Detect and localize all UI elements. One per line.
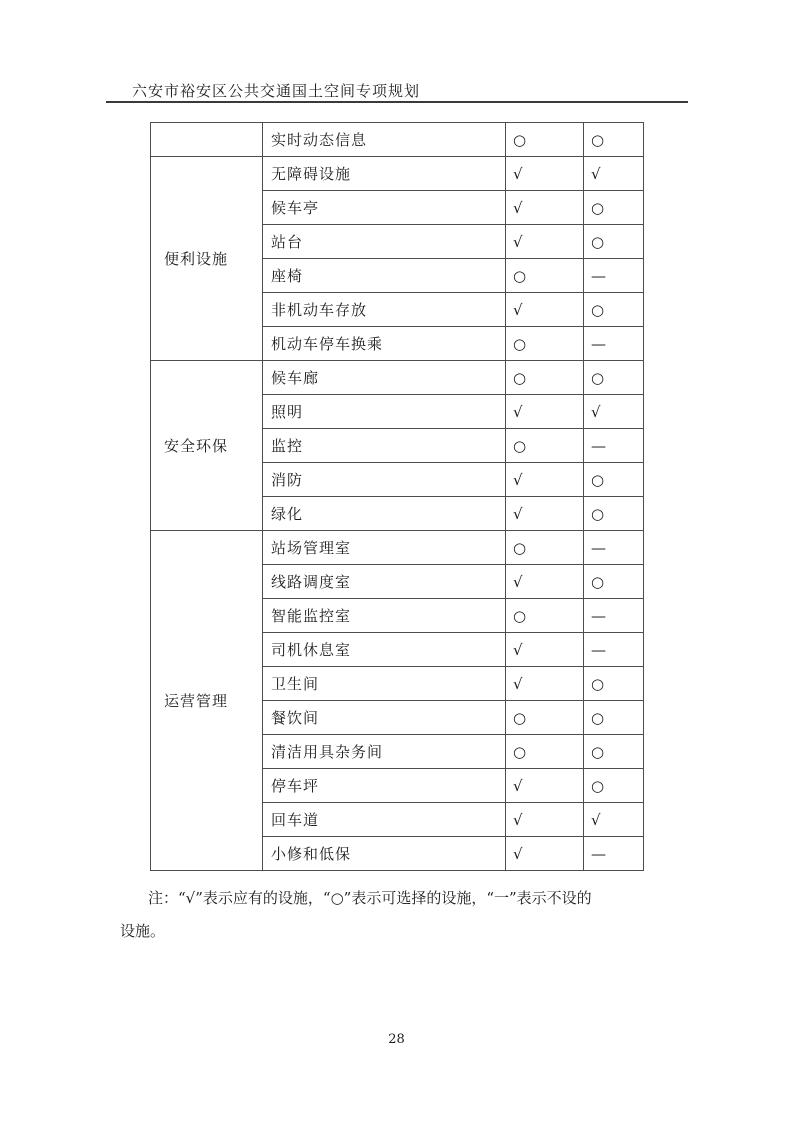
facility-name-cell: 候车廊 [263,361,506,395]
facility-name-cell: 实时动态信息 [263,123,506,157]
facility-name-cell: 绿化 [263,497,506,531]
symbol-col2-cell: ○ [584,463,644,497]
facility-name-cell: 候车亭 [263,191,506,225]
symbol-col1-cell: ○ [506,327,584,361]
header-divider [106,101,688,103]
symbol-col2-cell: ○ [584,497,644,531]
symbol-col1-cell: √ [506,497,584,531]
symbol-col2-cell: — [584,531,644,565]
symbol-col2-cell: √ [584,395,644,429]
symbol-col2-cell: ○ [584,225,644,259]
facility-category-cell [151,123,263,157]
symbol-col1-cell: ○ [506,259,584,293]
symbol-col2-cell: ○ [584,123,644,157]
symbol-col1-cell: √ [506,157,584,191]
symbol-col2-cell: ○ [584,769,644,803]
symbol-col2-cell: — [584,259,644,293]
symbol-col2-cell: — [584,633,644,667]
table-row [151,531,644,565]
facility-name-cell: 停车坪 [263,769,506,803]
symbol-col1-cell: ○ [506,429,584,463]
symbol-col1-cell: √ [506,225,584,259]
symbol-col1-cell: √ [506,565,584,599]
facility-category-cell: 运营管理 [151,531,263,871]
symbol-col2-cell: — [584,837,644,871]
symbol-col1-cell: √ [506,667,584,701]
facility-table [150,122,644,871]
facility-name-cell: 线路调度室 [263,565,506,599]
symbol-col1-cell: √ [506,633,584,667]
symbol-col1-cell: ○ [506,531,584,565]
table-footnote [120,882,690,948]
table-row [151,123,644,157]
symbol-col2-cell: ○ [584,293,644,327]
facility-name-cell: 回车道 [263,803,506,837]
facility-name-cell: 无障碍设施 [263,157,506,191]
symbol-col1-cell: ○ [506,361,584,395]
symbol-col1-cell: √ [506,191,584,225]
facility-name-cell: 司机休息室 [263,633,506,667]
symbol-col2-cell: ○ [584,191,644,225]
facility-name-cell: 站场管理室 [263,531,506,565]
facility-name-cell: 智能监控室 [263,599,506,633]
footnote-line-1: 注：“√”表示应有的设施，“○”表示可选择的设施，“一”表示不设的 [148,889,592,907]
facility-name-cell: 餐饮间 [263,701,506,735]
symbol-col1-cell: √ [506,837,584,871]
facility-name-cell: 小修和低保 [263,837,506,871]
facility-name-cell: 卫生间 [263,667,506,701]
table-row [151,361,644,395]
symbol-col2-cell: ○ [584,667,644,701]
symbol-col1-cell: ○ [506,123,584,157]
symbol-col2-cell: — [584,327,644,361]
symbol-col1-cell: √ [506,803,584,837]
page-header-title: 六安市裕安区公共交通国土空间专项规划 [132,82,421,100]
symbol-col1-cell: ○ [506,701,584,735]
symbol-col1-cell: ○ [506,599,584,633]
facility-name-cell: 机动车停车换乘 [263,327,506,361]
page-number: 28 [388,1032,405,1047]
symbol-col2-cell: √ [584,803,644,837]
facility-name-cell: 监控 [263,429,506,463]
facility-name-cell: 非机动车存放 [263,293,506,327]
symbol-col2-cell: √ [584,157,644,191]
symbol-col1-cell: √ [506,769,584,803]
facility-category-cell: 便利设施 [151,157,263,361]
symbol-col2-cell: ○ [584,361,644,395]
symbol-col2-cell: ○ [584,735,644,769]
symbol-col1-cell: √ [506,463,584,497]
footnote-line-2: 设施。 [120,922,166,940]
facility-category-cell: 安全环保 [151,361,263,531]
symbol-col2-cell: — [584,429,644,463]
facility-name-cell: 座椅 [263,259,506,293]
facility-name-cell: 消防 [263,463,506,497]
symbol-col1-cell: √ [506,395,584,429]
table-row [151,157,644,191]
facility-name-cell: 站台 [263,225,506,259]
facility-name-cell: 清洁用具杂务间 [263,735,506,769]
symbol-col2-cell: ○ [584,701,644,735]
symbol-col1-cell: √ [506,293,584,327]
facility-name-cell: 照明 [263,395,506,429]
symbol-col2-cell: ○ [584,565,644,599]
symbol-col2-cell: — [584,599,644,633]
symbol-col1-cell: ○ [506,735,584,769]
